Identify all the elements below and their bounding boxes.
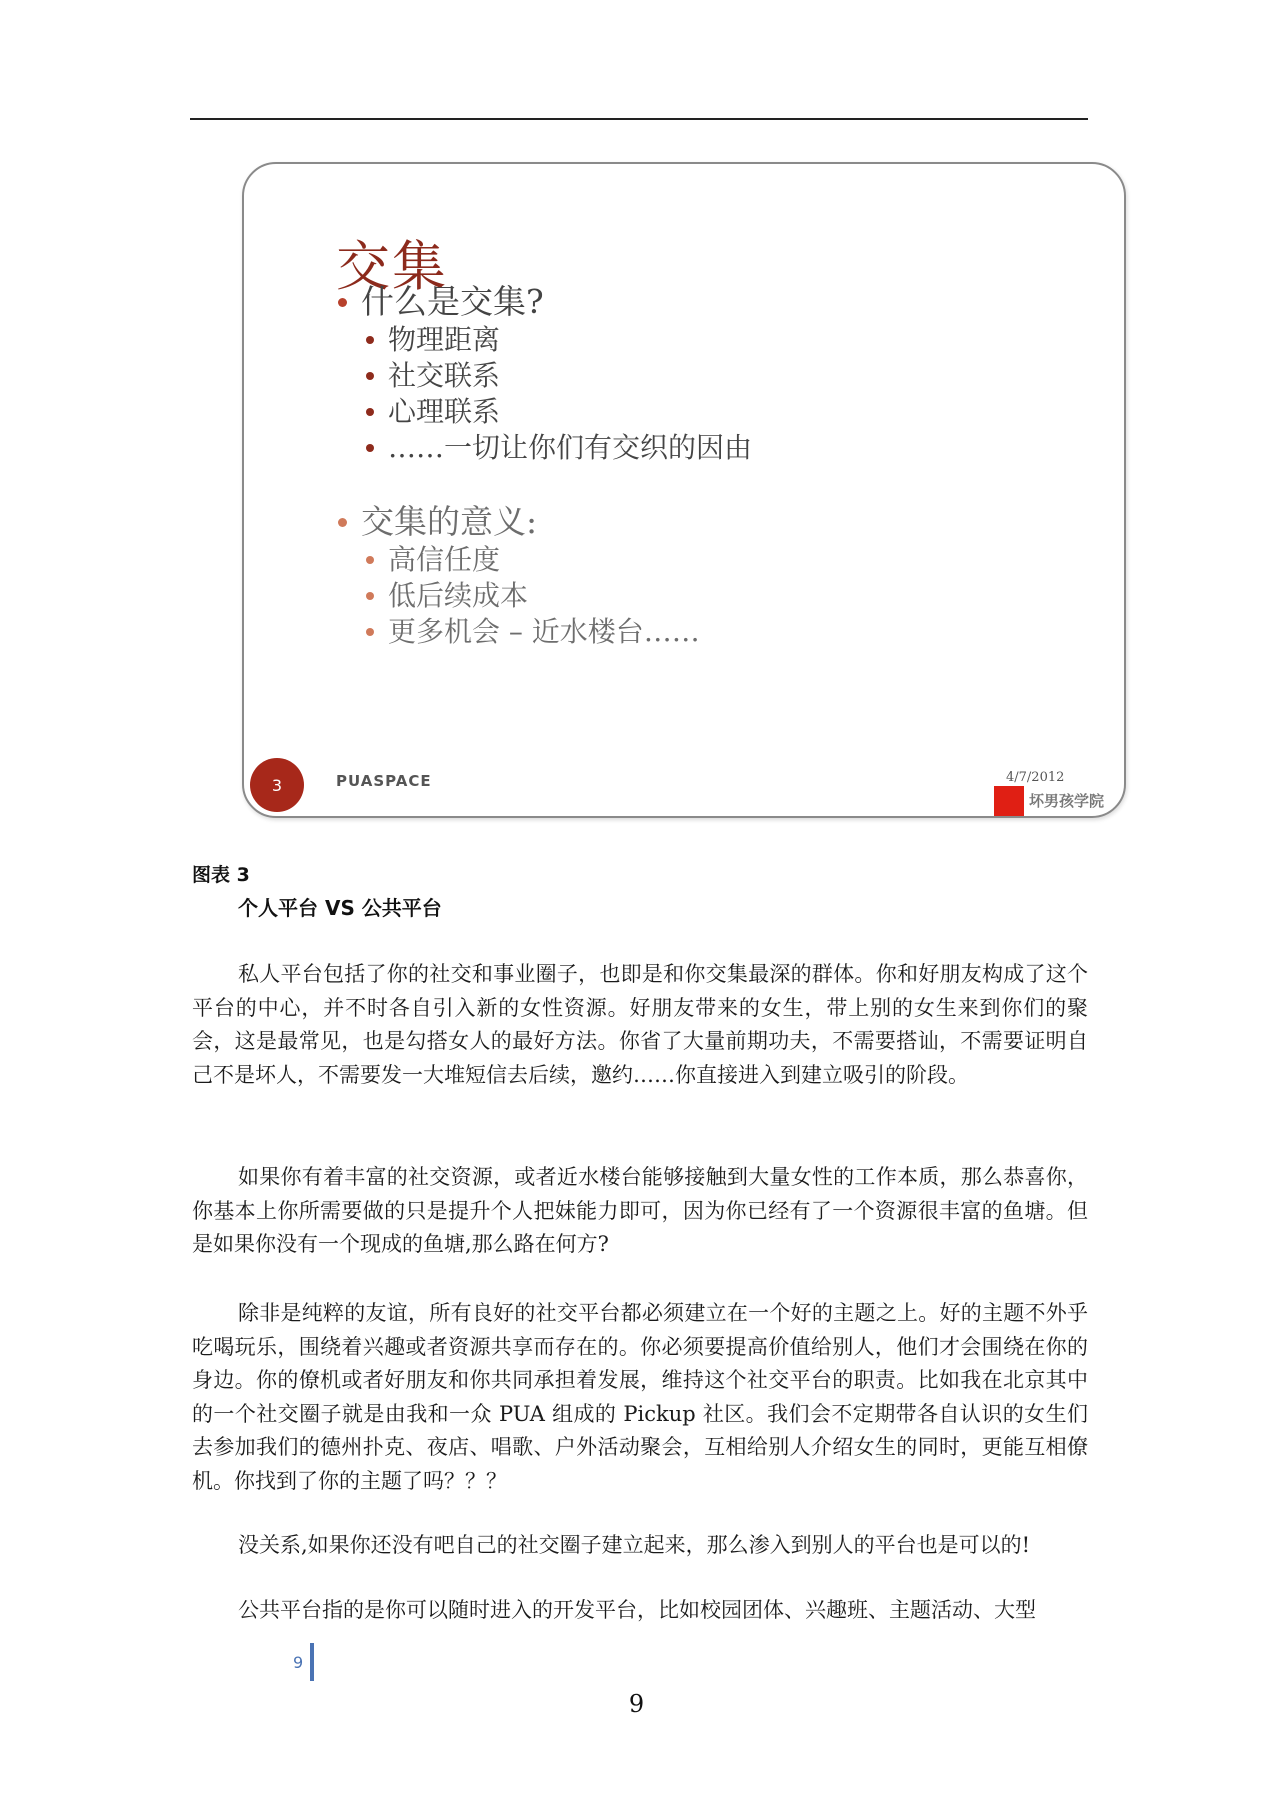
slide-item: 社交联系: [366, 354, 500, 394]
slide-title: 交集: [336, 235, 448, 298]
bullet-dot-icon: [366, 444, 374, 452]
slide-item: 低后续成本: [366, 574, 528, 614]
logo-text: 坏男孩学院: [1029, 792, 1105, 810]
footer-small-number: 9: [293, 1652, 304, 1672]
slide-brand: PUASPACE: [336, 772, 432, 790]
bullet-dot-icon: [366, 372, 374, 380]
bullet-dot-icon: [366, 336, 374, 344]
slide-heading-1: 什么是交集?: [338, 276, 544, 323]
bullet-dot-icon: [366, 628, 374, 636]
slide-item: 高信任度: [366, 538, 500, 578]
bullet-dot-icon: [338, 518, 347, 527]
section-heading: 个人平台 VS 公共平台: [238, 896, 442, 920]
slide-date: 4/7/2012: [1006, 770, 1065, 785]
bullet-dot-icon: [366, 408, 374, 416]
bullet-dot-icon: [338, 298, 347, 307]
slide-item: 更多机会 – 近水楼台……: [366, 610, 700, 650]
figure-caption: 图表 3: [192, 864, 250, 886]
paragraph: 如果你有着丰富的社交资源，或者近水楼台能够接触到大量女性的工作本质，那么恭喜你，你基本上你所需要做的只是提升个人把妹能力即可，因为你已经有了一个资源很丰富的鱼塘。但是如果你没有一个现成的鱼塘,那么路在何方?: [192, 1165, 1088, 1256]
page-number: 9: [628, 1690, 645, 1718]
slide-heading-2: 交集的意义:: [338, 496, 537, 543]
bullet-dot-icon: [366, 592, 374, 600]
slide-image: [242, 162, 1126, 818]
slide-item: 物理距离: [366, 318, 500, 358]
footer-accent-bar: [310, 1643, 314, 1681]
paragraph: 公共平台指的是你可以随时进入的开发平台，比如校园团体、兴趣班、主题活动、大型: [238, 1598, 1036, 1622]
logo-icon: [994, 786, 1024, 816]
slide-number-badge: 3: [250, 758, 304, 812]
footer-page-marker: [293, 1643, 314, 1681]
paragraph: 没关系,如果你还没有吧自己的社交圈子建立起来，那么渗入到别人的平台也是可以的!: [238, 1533, 1031, 1557]
slide-item: 心理联系: [366, 390, 500, 430]
paragraph: 私人平台包括了你的社交和事业圈子，也即是和你交集最深的群体。你和好朋友构成了这个平台的中心，并不时各自引入新的女性资源。好朋友带来的女生，带上别的女生来到你们的聚会，这是最常见，也是勾搭女人的最好方法。你省了大量前期功夫，不需要搭讪，不需要证明自己不是坏人，不需要发一大堆短信去后续，邀约……你直接进入到建立吸引的阶段。: [192, 962, 1088, 1087]
bullet-dot-icon: [366, 556, 374, 564]
paragraph: 除非是纯粹的友谊，所有良好的社交平台都必须建立在一个好的主题之上。好的主题不外乎吃喝玩乐，围绕着兴趣或者资源共享而存在的。你必须要提高价值给别人，他们才会围绕在你的身边。你的僚机或者好朋友和你共同承担着发展，维持这个社交平台的职责。比如我在北京其中的一个社交圈子就是由我和一众 PUA 组成的 Pickup 社区。我们会不定期带各自认识的女生们去参加我们的德州扑克、夜店、唱歌、户外活动聚会，互相给别人介绍女生的同时，更能互相僚机。你找到了你的主题了吗？？？: [192, 1301, 1088, 1493]
header-rule: [190, 118, 1088, 120]
slide-bullets: [244, 164, 1124, 816]
slide-item: ……一切让你们有交织的因由: [366, 426, 752, 466]
